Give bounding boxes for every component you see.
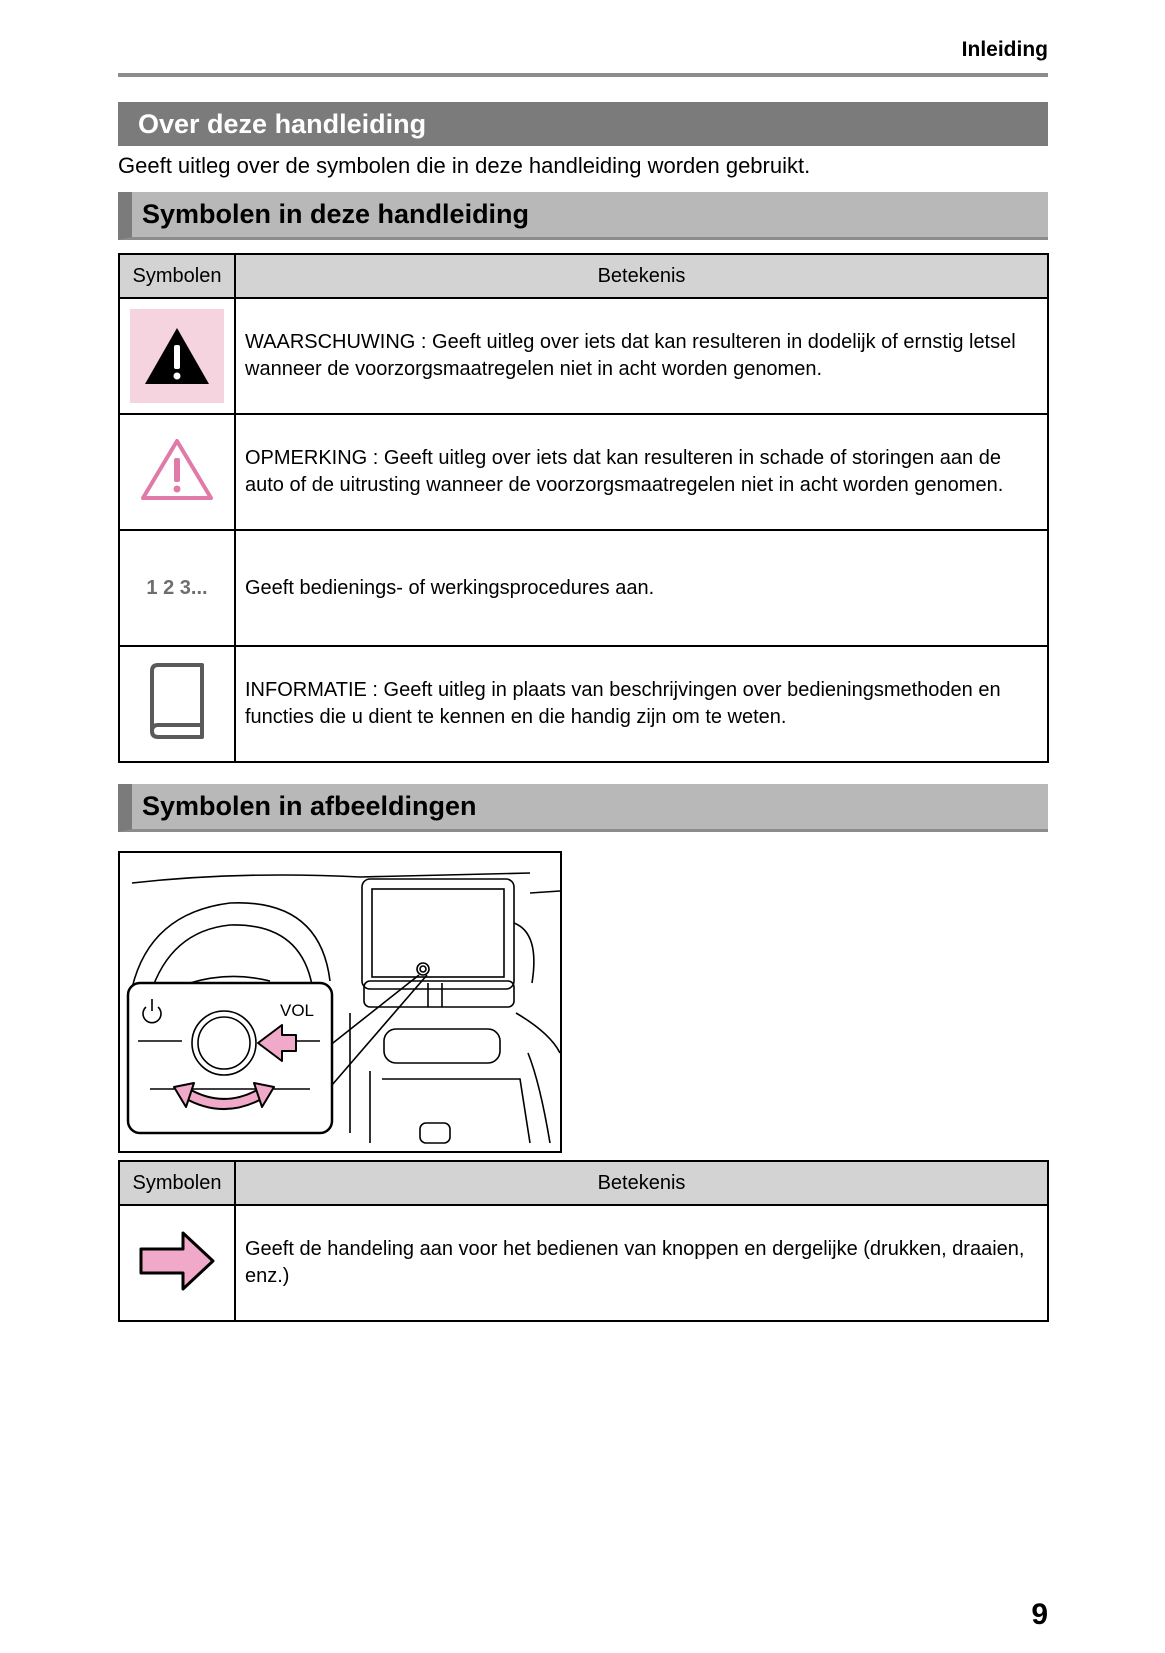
page-number: 9 [1031, 1598, 1048, 1631]
meaning-cell: INFORMATIE : Geeft uitleg in plaats van beschrijvingen over bedieningsmethoden en functies die u dient te kennen en die handig zijn om te weten. [235, 646, 1048, 762]
intro-text: Geeft uitleg over de symbolen die in deze handleiding worden gebruikt. [118, 153, 811, 178]
meaning-cell: Geeft bedienings- of werkingsprocedures aan. [235, 530, 1048, 646]
meaning-cell: Geeft de handeling aan voor het bedienen van knoppen en dergelijke (drukken, draaien, enz.) [235, 1205, 1048, 1321]
warning-triangle-filled-icon [130, 309, 224, 403]
table-row [119, 1205, 1048, 1321]
symbol-cell [119, 530, 235, 646]
table-row [119, 646, 1048, 762]
dashboard-illustration [118, 851, 562, 1153]
symbol-cell [119, 298, 235, 414]
col-header-meaning: Betekenis [235, 254, 1048, 298]
header-rule [118, 73, 1048, 77]
notice-triangle-outline-icon [139, 436, 215, 502]
meaning-cell: WAARSCHUWING : Geeft uitleg over iets dat kan resulteren in dodelijk of ernstig letsel wanneer de voorzorgsmaatregelen niet in acht worden genomen. [235, 298, 1048, 414]
steps-123-icon [120, 578, 234, 598]
illustration-symbols-table [118, 1160, 1049, 1322]
col-header-symbol: Symbolen [119, 254, 235, 298]
symbol-cell [119, 646, 235, 762]
symbol-cell [119, 1205, 235, 1321]
section-label: Inleiding [961, 38, 1048, 61]
symbol-cell [119, 414, 235, 530]
col-header-meaning: Betekenis [235, 1161, 1048, 1205]
table-row [119, 530, 1048, 646]
vol-label: VOL [280, 1001, 315, 1020]
page-title-banner: Over deze handleiding [118, 102, 1048, 146]
book-icon [144, 661, 210, 741]
col-header-symbol: Symbolen [119, 1161, 235, 1205]
subheading-illustration-symbols: Symbolen in afbeeldingen [118, 784, 1048, 832]
meaning-cell: OPMERKING : Geeft uitleg over iets dat kan resulteren in schade of storingen aan de auto of de uitrusting wanneer de voorzorgsmaatregelen niet in acht worden genomen. [235, 414, 1048, 530]
table-row [119, 298, 1048, 414]
steps-symbol: 1 2 3... [146, 577, 208, 599]
manual-symbols-table [118, 253, 1049, 763]
table-row [119, 414, 1048, 530]
pink-arrow-icon [137, 1227, 217, 1293]
subheading-manual-symbols: Symbolen in deze handleiding [118, 192, 1048, 240]
